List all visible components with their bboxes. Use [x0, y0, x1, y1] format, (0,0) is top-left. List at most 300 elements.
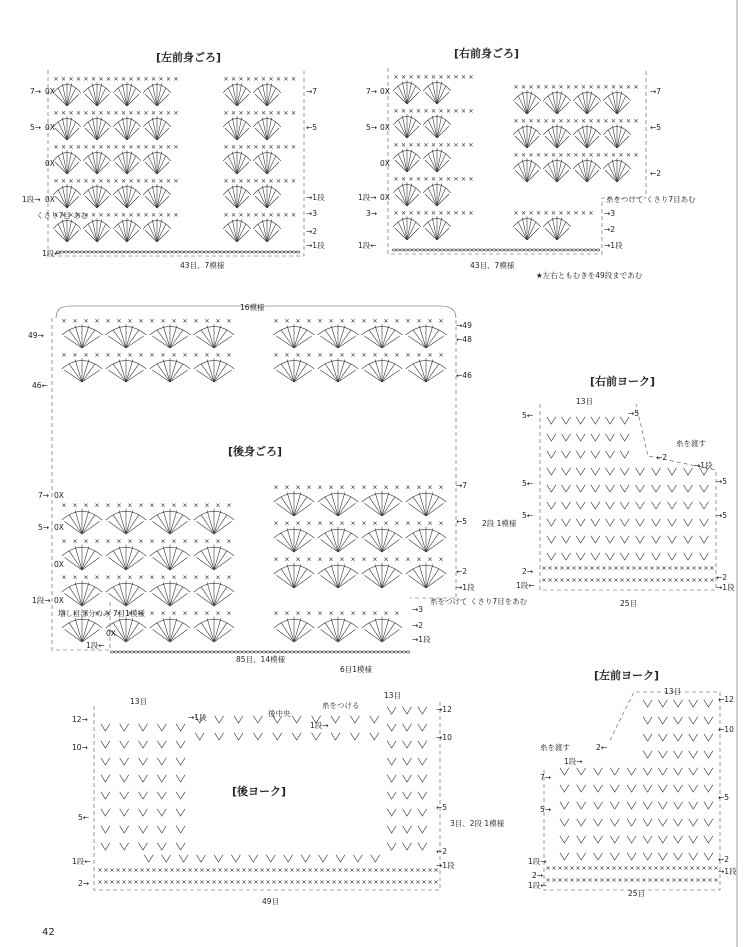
v-stitch [403, 741, 412, 748]
v-stitch [658, 802, 667, 809]
rf-l-5: 5→ [366, 123, 378, 132]
v-stitch [643, 751, 652, 758]
v-stitch [674, 717, 683, 724]
shell-stitch-fan [62, 545, 102, 570]
single-crochet-row [546, 878, 717, 881]
v-stitch [234, 733, 243, 740]
shell-stitch-fan [362, 527, 402, 552]
single-crochet-row [542, 566, 713, 569]
v-stitch [403, 826, 412, 833]
shell-stitch-fan [573, 124, 601, 148]
shell-stitch-fan [393, 148, 421, 172]
bk-l-49: 49→ [28, 331, 44, 340]
v-stitch [658, 768, 667, 775]
v-stitch [591, 519, 600, 526]
v-stitch [658, 836, 667, 843]
v-stitch [689, 853, 698, 860]
shell-stitch-fan [423, 148, 451, 172]
shell-stitch-fan [223, 184, 251, 208]
v-stitch [418, 707, 427, 714]
v-stitch [576, 502, 585, 509]
v-stitch [636, 519, 645, 526]
v-stitch [674, 700, 683, 707]
shell-stitch-fan [150, 509, 190, 534]
v-stitch [418, 758, 427, 765]
v-stitch [101, 792, 110, 799]
v-stitch [652, 519, 661, 526]
shell-stitch-fan [513, 124, 541, 148]
v-stitch [668, 502, 677, 509]
v-stitch [403, 707, 412, 714]
v-stitch [273, 733, 282, 740]
ly-mark-1: 1段→ [564, 757, 583, 766]
v-stitch [547, 468, 556, 475]
v-stitch [643, 768, 652, 775]
ly-top-width: 13目 [664, 687, 682, 696]
bk-inc-note: 増し目部分のみ 7目1模様 [58, 609, 145, 618]
v-stitch [371, 855, 380, 862]
shell-stitch-fan [393, 80, 421, 104]
v-stitch [684, 536, 693, 543]
v-stitch [658, 751, 667, 758]
shell-stitch-fan [62, 617, 102, 642]
shell-stitch-fan [143, 82, 171, 106]
v-stitch [591, 485, 600, 492]
v-stitch [700, 536, 709, 543]
shell-stitch-fan [274, 358, 314, 382]
v-stitch [643, 853, 652, 860]
shell-stitch-fan [318, 324, 358, 348]
bk-r-3: →3 [412, 605, 424, 614]
v-stitch [120, 758, 129, 765]
shell-stitch-fan [62, 509, 102, 534]
v-stitch [312, 733, 321, 740]
v-stitch [101, 741, 110, 748]
by-r-12: →12 [436, 705, 452, 714]
shell-stitch-fan [83, 150, 111, 174]
v-stitch [576, 485, 585, 492]
shell-stitch-fan [362, 491, 402, 516]
v-stitch [594, 819, 603, 826]
ry-r-5: →5 [628, 409, 640, 418]
shell-stitch-fan [603, 124, 631, 148]
v-stitch [610, 768, 619, 775]
v-stitch [684, 485, 693, 492]
shell-stitch-fan [194, 581, 234, 606]
v-stitch [139, 826, 148, 833]
single-crochet-row [274, 612, 398, 615]
shell-stitch-fan [113, 218, 141, 242]
v-stitch [684, 468, 693, 475]
v-stitch [576, 468, 585, 475]
v-stitch [652, 485, 661, 492]
rf-star-note: ★左右ともむきを49段まであむ [536, 271, 643, 280]
back-yoke-title: [後ヨーク] [232, 785, 287, 798]
bk-r-7: →7 [456, 481, 468, 490]
ly-l-5: 5→ [540, 805, 552, 814]
ry-l-2: 2→ [522, 567, 534, 576]
v-stitch [350, 716, 359, 723]
shell-stitch-fan [53, 82, 81, 106]
v-stitch [577, 785, 586, 792]
v-stitch [403, 724, 412, 731]
v-stitch [704, 836, 713, 843]
shell-stitch-fan [143, 150, 171, 174]
shell-stitch-fan [113, 150, 141, 174]
v-stitch [636, 553, 645, 560]
lf-r-3: →3 [306, 209, 318, 218]
v-stitch [139, 775, 148, 782]
v-stitch [197, 855, 206, 862]
rf-attach-note: 糸をつけて くさり7目あむ [606, 195, 696, 204]
v-stitch [577, 836, 586, 843]
v-stitch [157, 792, 166, 799]
v-stitch [157, 758, 166, 765]
v-stitch [684, 553, 693, 560]
v-stitch [620, 519, 629, 526]
back-title: [後身ごろ] [228, 445, 283, 458]
v-stitch [627, 785, 636, 792]
rf-r-1b: →1段 [604, 241, 623, 250]
single-crochet-row [224, 145, 295, 148]
v-stitch [658, 717, 667, 724]
single-crochet-row [54, 77, 177, 80]
shell-stitch-fan [62, 581, 102, 606]
shell-stitch-fan [362, 324, 402, 348]
rf-r-7: →7 [650, 87, 662, 96]
shell-stitch-fan [53, 150, 81, 174]
v-stitch [643, 836, 652, 843]
v-stitch [658, 819, 667, 826]
shell-stitch-fan [274, 617, 314, 642]
shell-stitch-fan [543, 158, 571, 182]
shell-stitch-fan [106, 358, 146, 382]
v-stitch [674, 853, 683, 860]
shell-stitch-fan [83, 82, 111, 106]
v-stitch [547, 417, 556, 424]
v-stitch [387, 843, 396, 850]
v-stitch [620, 451, 629, 458]
v-stitch [674, 836, 683, 843]
shell-stitch-fan [253, 116, 281, 140]
v-stitch [418, 843, 427, 850]
ly-l-2: 2→ [532, 871, 544, 880]
right-yoke-outline [540, 404, 716, 590]
v-stitch [176, 724, 185, 731]
v-stitch [331, 733, 340, 740]
v-stitch [627, 853, 636, 860]
v-stitch [215, 716, 224, 723]
rf-l-1b: 1段← [358, 241, 377, 250]
v-stitch [562, 468, 571, 475]
v-stitch [689, 802, 698, 809]
lf-row-label-7: 7→ [30, 87, 42, 96]
v-stitch [658, 785, 667, 792]
v-stitch [668, 485, 677, 492]
bk-l-1b: 1段← [86, 641, 105, 650]
v-stitch [176, 809, 185, 816]
v-stitch [652, 468, 661, 475]
v-stitch [157, 775, 166, 782]
v-stitch [704, 802, 713, 809]
v-stitch [643, 700, 652, 707]
single-crochet-row [224, 111, 295, 114]
shell-stitch-fan [406, 358, 446, 382]
v-stitch [562, 451, 571, 458]
by-l-1: 1段← [72, 857, 91, 866]
shell-stitch-fan [406, 527, 446, 552]
v-stitch [620, 434, 629, 441]
ry-r-2: ←2 [716, 573, 728, 582]
lf-row-label-5: 5→ [30, 123, 42, 132]
shell-stitch-fan [53, 184, 81, 208]
v-stitch [627, 819, 636, 826]
v-stitch [704, 700, 713, 707]
by-r-5: ←5 [436, 803, 448, 812]
by-width: 49目 [262, 897, 280, 906]
v-stitch [101, 826, 110, 833]
shell-stitch-fan [106, 509, 146, 534]
v-stitch [101, 809, 110, 816]
v-stitch [253, 716, 262, 723]
v-stitch [560, 785, 569, 792]
v-stitch [658, 734, 667, 741]
shell-stitch-fan [194, 324, 234, 348]
v-stitch [195, 733, 204, 740]
shell-stitch-fan [543, 124, 571, 148]
shell-stitch-fan [318, 491, 358, 516]
v-stitch [606, 468, 615, 475]
v-stitch [643, 819, 652, 826]
shell-stitch-fan [318, 527, 358, 552]
v-stitch [594, 853, 603, 860]
lf-mark-a: 0X [45, 87, 55, 96]
v-stitch [689, 819, 698, 826]
v-stitch [606, 536, 615, 543]
ly-r-1: →1段 [718, 867, 737, 876]
ly-l-1: 1段→ [528, 857, 547, 866]
v-stitch [668, 519, 677, 526]
bk-attach-note: 糸をつけて くさり7目をあむ [430, 597, 528, 606]
v-stitch [610, 802, 619, 809]
rf-mark-d: 0X [380, 193, 390, 202]
v-stitch [591, 417, 600, 424]
v-stitch [403, 792, 412, 799]
bk-l-5: 5→ [38, 523, 50, 532]
v-stitch [577, 802, 586, 809]
v-stitch [591, 536, 600, 543]
by-attach: 糸をつける [322, 701, 360, 710]
single-crochet-row [514, 119, 637, 122]
single-crochet-row [62, 319, 230, 322]
v-stitch [176, 843, 185, 850]
v-stitch [627, 768, 636, 775]
ly-cut-note: 糸を渡す [540, 743, 570, 752]
ly-l-7: 7→ [540, 773, 552, 782]
single-crochet-row [514, 85, 637, 88]
ly-r-5: ←5 [718, 793, 730, 802]
v-stitch [157, 741, 166, 748]
v-stitch [700, 502, 709, 509]
v-stitch [704, 785, 713, 792]
v-stitch [674, 734, 683, 741]
v-stitch [120, 826, 129, 833]
v-stitch [101, 724, 110, 731]
ry-l-5a: 5← [522, 411, 534, 420]
v-stitch [387, 775, 396, 782]
lf-r-7: →7 [306, 87, 318, 96]
chain-row [392, 249, 600, 251]
single-crochet-row [274, 353, 442, 356]
bk-r-2b: →2 [412, 621, 424, 630]
v-stitch [704, 751, 713, 758]
ry-l-5b: 5← [522, 479, 534, 488]
ry-l-5c: 5← [522, 511, 534, 520]
v-stitch [120, 775, 129, 782]
shell-stitch-fan [223, 82, 251, 106]
v-stitch [643, 802, 652, 809]
v-stitch [284, 855, 293, 862]
v-stitch [266, 855, 275, 862]
v-stitch [704, 819, 713, 826]
lf-chain-note: くさり7目 あむ [36, 211, 89, 220]
v-stitch [370, 733, 379, 740]
v-stitch [610, 836, 619, 843]
by-1: 1段→ [310, 721, 329, 730]
v-stitch [403, 775, 412, 782]
v-stitch [658, 700, 667, 707]
v-stitch [591, 434, 600, 441]
single-crochet-row [98, 868, 437, 871]
shell-stitch-fan [318, 358, 358, 382]
v-stitch [547, 536, 556, 543]
single-crochet-row [274, 319, 442, 322]
shell-stitch-fan [253, 82, 281, 106]
shell-stitch-fan [194, 358, 234, 382]
v-stitch [560, 819, 569, 826]
right-yoke-title: [右前ヨーク] [590, 375, 656, 388]
v-stitch [139, 741, 148, 748]
ry-mark-2: ←2 [656, 453, 668, 462]
chain-row [110, 651, 410, 653]
v-stitch [576, 553, 585, 560]
v-stitch [157, 724, 166, 731]
ly-r-12: ←12 [718, 695, 734, 704]
single-crochet-row [394, 177, 472, 180]
single-crochet-row [514, 153, 637, 156]
single-crochet-row [546, 866, 717, 869]
shell-stitch-fan [194, 617, 234, 642]
v-stitch [387, 758, 396, 765]
by-l-12: 12→ [72, 715, 88, 724]
ry-r-1: →1段 [694, 461, 713, 470]
shell-stitch-fan [106, 545, 146, 570]
shell-stitch-fan [194, 509, 234, 534]
shell-stitch-fan [393, 114, 421, 138]
v-stitch [636, 502, 645, 509]
bk-r-1: →1段 [456, 583, 475, 592]
v-stitch [689, 700, 698, 707]
v-stitch [684, 519, 693, 526]
v-stitch [674, 768, 683, 775]
shell-stitch-fan [573, 90, 601, 114]
left-yoke-title: [左前ヨーク] [594, 669, 660, 682]
v-stitch [176, 758, 185, 765]
chain-row [56, 251, 300, 253]
shell-stitch-fan [143, 184, 171, 208]
v-stitch [176, 741, 185, 748]
v-stitch [176, 792, 185, 799]
shell-stitch-fan [274, 324, 314, 348]
right-front-title: [右前身ごろ] [454, 47, 520, 60]
lf-row-label-1b: 1段← [42, 249, 61, 258]
v-stitch [627, 802, 636, 809]
v-stitch [658, 853, 667, 860]
shell-stitch-fan [253, 150, 281, 174]
v-stitch [562, 417, 571, 424]
by-l-2: 2→ [78, 879, 90, 888]
v-stitch [689, 751, 698, 758]
v-stitch [101, 775, 110, 782]
v-stitch [606, 434, 615, 441]
shell-stitch-fan [513, 216, 541, 240]
v-stitch [610, 853, 619, 860]
v-stitch [591, 468, 600, 475]
shell-stitch-fan [603, 90, 631, 114]
v-stitch [689, 768, 698, 775]
shell-stitch-fan [253, 218, 281, 242]
v-stitch [636, 468, 645, 475]
v-stitch [576, 536, 585, 543]
v-stitch [387, 707, 396, 714]
v-stitch [249, 855, 258, 862]
shell-stitch-fan [406, 491, 446, 516]
v-stitch [418, 741, 427, 748]
v-stitch [606, 502, 615, 509]
shell-stitch-fan [150, 581, 190, 606]
v-stitch [331, 716, 340, 723]
single-crochet-row [98, 880, 437, 883]
v-stitch [120, 809, 129, 816]
shell-stitch-fan [106, 581, 146, 606]
shell-stitch-fan [274, 491, 314, 516]
shell-stitch-fan [83, 184, 111, 208]
v-stitch [674, 802, 683, 809]
v-stitch [562, 485, 571, 492]
shell-stitch-fan [406, 324, 446, 348]
v-stitch [176, 775, 185, 782]
lf-row-label-1a: 1段→ [22, 195, 41, 204]
lf-r-2: →2 [306, 227, 318, 236]
v-stitch [684, 502, 693, 509]
v-stitch [560, 802, 569, 809]
v-stitch [576, 519, 585, 526]
shell-stitch-fan [318, 617, 358, 642]
v-stitch [704, 717, 713, 724]
v-stitch [700, 553, 709, 560]
v-stitch [643, 734, 652, 741]
shell-stitch-fan [53, 116, 81, 140]
shell-stitch-fan [513, 90, 541, 114]
page-number: 42 [42, 927, 55, 938]
v-stitch [627, 836, 636, 843]
shell-stitch-fan [150, 324, 190, 348]
rf-mark-c: 0X [380, 159, 390, 168]
shell-stitch-fan [223, 218, 251, 242]
v-stitch [643, 717, 652, 724]
shell-stitch-fan [83, 116, 111, 140]
shell-stitch-fan [423, 80, 451, 104]
